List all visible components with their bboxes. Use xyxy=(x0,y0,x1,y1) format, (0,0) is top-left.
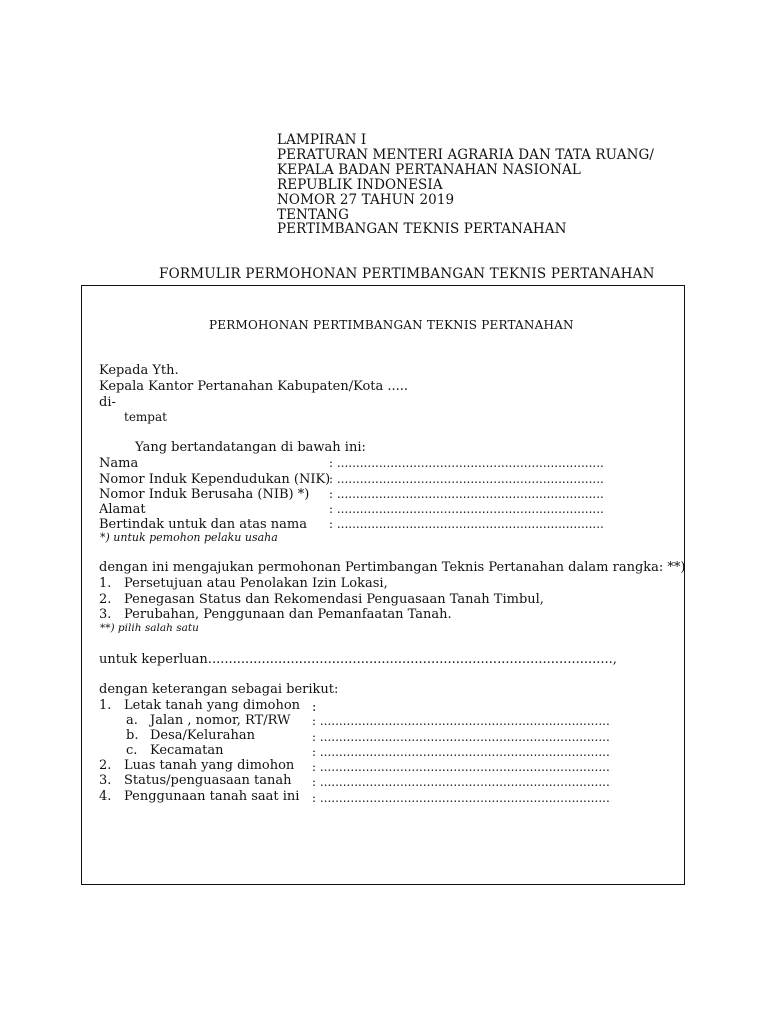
note-choose-one: **) pilih salah satu xyxy=(100,622,199,634)
detail-item-colon: : xyxy=(312,700,317,715)
detail-item-num: 4. xyxy=(99,789,112,804)
detail-item-label-location: Letak tanah yang dimohon xyxy=(124,698,301,713)
detail-sub-letter: a. xyxy=(126,713,138,728)
detail-sub-letter: c. xyxy=(126,743,138,758)
form-title: FORMULIR PERMOHONAN PERTIMBANGAN TEKNIS PERTANAHAN xyxy=(159,266,655,282)
header-line-subject: PERTIMBANGAN TEKNIS PERTANAHAN xyxy=(277,221,567,237)
address-line-place: tempat xyxy=(124,410,167,424)
address-line-office: Kepala Kantor Pertanahan Kabupaten/Kota ..... xyxy=(99,379,409,394)
header-line-about: TENTANG xyxy=(277,207,349,223)
detail-item-num: 3. xyxy=(99,773,112,788)
detail-sub-value-district: : ............................................................................ xyxy=(312,745,610,759)
request-option-num: 3. xyxy=(99,607,112,622)
header-line-number: NOMOR 27 TAHUN 2019 xyxy=(277,192,455,208)
address-line-di: di- xyxy=(99,395,116,410)
request-option-text: Penegasan Status dan Rekomendasi Penguasaan Tanah Timbul, xyxy=(124,592,544,607)
purpose-line: untuk keperluan.................................................................................................., xyxy=(99,652,617,667)
header-line-lampiran: LAMPIRAN I xyxy=(277,132,367,148)
detail-sub-label-village: Desa/Kelurahan xyxy=(150,728,255,743)
detail-item-value-area: : ............................................................................ xyxy=(312,760,610,774)
field-value-on-behalf: : ...................................................................... xyxy=(329,517,604,531)
detail-item-num: 1. xyxy=(99,698,112,713)
field-label-nib: Nomor Induk Berusaha (NIB) *) xyxy=(99,487,310,502)
note-business-actor: *) untuk pemohon pelaku usaha xyxy=(100,531,278,544)
detail-sub-label-street: Jalan , nomor, RT/RW xyxy=(150,713,291,728)
detail-item-label-current-use: Penggunaan tanah saat ini xyxy=(124,789,300,804)
intro-text: Yang bertandatangan di bawah ini: xyxy=(135,440,366,455)
field-value-name: : ...................................................................... xyxy=(329,456,604,470)
field-value-nib: : ...................................................................... xyxy=(329,487,604,501)
request-option-text: Perubahan, Penggunaan dan Pemanfaatan Tanah. xyxy=(124,607,452,622)
detail-sub-letter: b. xyxy=(126,728,139,743)
header-line-country: REPUBLIK INDONESIA xyxy=(277,177,443,193)
header-line-regulation: PERATURAN MENTERI AGRARIA DAN TATA RUANG/ xyxy=(277,147,655,163)
detail-item-num: 2. xyxy=(99,758,112,773)
details-intro: dengan keterangan sebagai berikut: xyxy=(99,682,339,697)
request-intro: dengan ini mengajukan permohonan Pertimbangan Teknis Pertanahan dalam rangka: **) xyxy=(99,560,686,575)
detail-item-value-status: : ............................................................................ xyxy=(312,775,610,789)
request-option-num: 1. xyxy=(99,576,112,591)
request-option-num: 2. xyxy=(99,592,112,607)
field-label-on-behalf: Bertindak untuk dan atas nama xyxy=(99,517,307,532)
detail-sub-value-street: : ............................................................................ xyxy=(312,714,610,728)
detail-sub-value-village: : ............................................................................ xyxy=(312,730,610,744)
detail-sub-label-district: Kecamatan xyxy=(150,743,224,758)
header-line-agency: KEPALA BADAN PERTANAHAN NASIONAL xyxy=(277,162,581,178)
field-value-nik: : ...................................................................... xyxy=(329,472,604,486)
detail-item-label-area: Luas tanah yang dimohon xyxy=(124,758,295,773)
detail-item-label-status: Status/penguasaan tanah xyxy=(124,773,292,788)
field-label-nik: Nomor Induk Kependudukan (NIK) xyxy=(99,472,331,487)
field-value-address: : ...................................................................... xyxy=(329,502,604,516)
field-label-address: Alamat xyxy=(99,502,146,517)
field-label-name: Nama xyxy=(99,456,139,471)
detail-item-value-current-use: : ............................................................................ xyxy=(312,791,610,805)
address-line-recipient: Kepada Yth. xyxy=(99,363,179,378)
request-option-text: Persetujuan atau Penolakan Izin Lokasi, xyxy=(124,576,388,591)
box-title: PERMOHONAN PERTIMBANGAN TEKNIS PERTANAHAN xyxy=(209,318,574,332)
